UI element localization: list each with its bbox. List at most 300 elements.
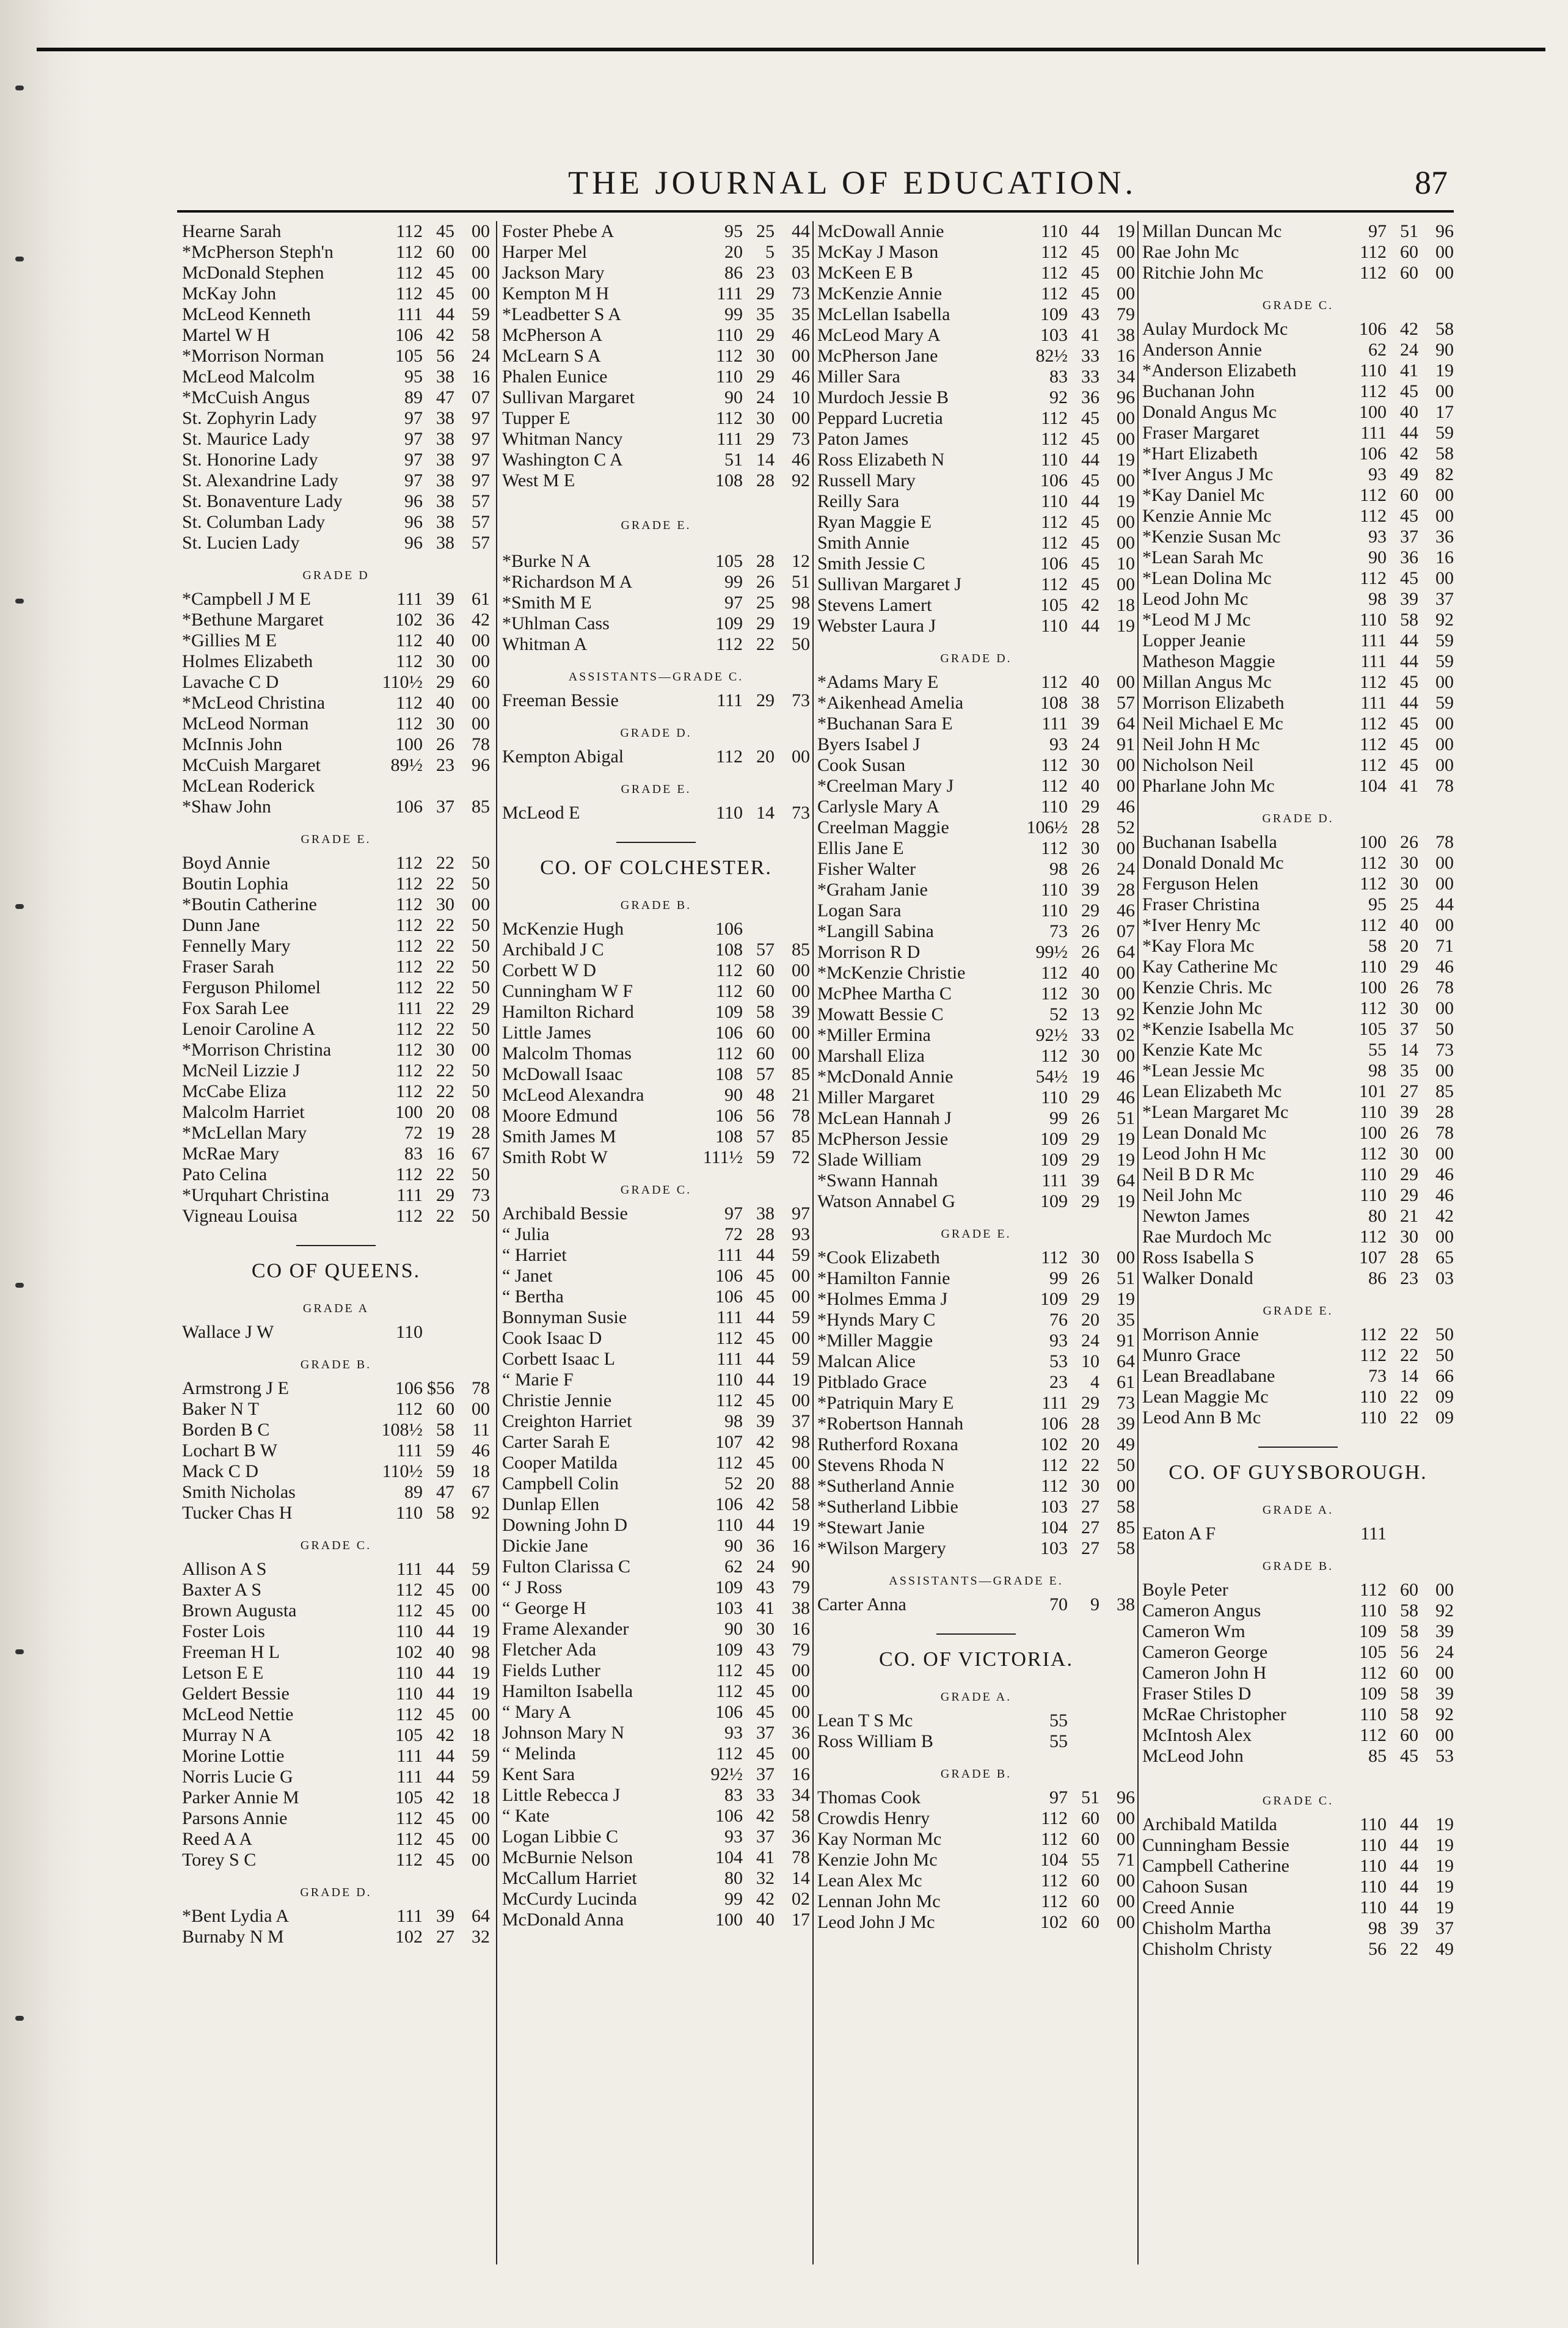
grant-dollars: 45 bbox=[436, 1829, 454, 1849]
teacher-name: Cameron Angus bbox=[1142, 1600, 1261, 1621]
grant-dollars: 33 bbox=[756, 1785, 775, 1805]
teacher-row bbox=[817, 1850, 1135, 1870]
teacher-name: *Boutin Catherine bbox=[182, 894, 317, 914]
text-column-4 bbox=[1142, 221, 1454, 2264]
teacher-row bbox=[1142, 360, 1454, 381]
grant-cents: 00 bbox=[1117, 1476, 1135, 1496]
teacher-row bbox=[502, 1126, 810, 1147]
teacher-row bbox=[182, 734, 490, 755]
days-taught: 110 bbox=[1041, 450, 1068, 470]
days-taught: 97 bbox=[724, 1203, 743, 1224]
teacher-name: Paton James bbox=[817, 429, 909, 449]
teacher-row bbox=[182, 221, 490, 242]
grant-cents: 92 bbox=[1435, 1704, 1454, 1724]
teacher-name: Freeman H L bbox=[182, 1642, 280, 1662]
days-taught: 73 bbox=[1049, 921, 1068, 941]
grant-dollars: 22 bbox=[756, 634, 775, 654]
teacher-name: Cameron George bbox=[1142, 1642, 1268, 1662]
teacher-row bbox=[1142, 1856, 1454, 1877]
grade-heading: GRADE B. bbox=[940, 1767, 1012, 1781]
grade-heading: GRADE C. bbox=[1262, 299, 1334, 312]
grant-cents bbox=[1099, 1731, 1135, 1752]
days-taught: 112 bbox=[1041, 1247, 1068, 1268]
grant-cents: 18 bbox=[472, 1461, 490, 1481]
teacher-name: *Lean Jessie Mc bbox=[1142, 1060, 1264, 1081]
grant-dollars: 29 bbox=[1081, 1150, 1099, 1170]
teacher-row bbox=[502, 242, 810, 263]
days-taught: 102 bbox=[395, 610, 423, 630]
grant-dollars: 40 bbox=[436, 693, 454, 713]
grant-dollars: 29 bbox=[756, 613, 775, 633]
teacher-row bbox=[817, 1247, 1135, 1268]
county-heading: CO. OF VICTORIA. bbox=[879, 1648, 1073, 1671]
teacher-name: McLeod Alexandra bbox=[502, 1085, 644, 1105]
grant-cents: 53 bbox=[1435, 1746, 1454, 1766]
teacher-name: *Morrison Christina bbox=[182, 1040, 332, 1060]
grant-cents: 67 bbox=[472, 1482, 490, 1502]
teacher-row bbox=[502, 1064, 810, 1085]
grant-dollars: 26 bbox=[1081, 1268, 1099, 1288]
grant-dollars: 43 bbox=[756, 1577, 775, 1597]
grant-dollars: 39 bbox=[1400, 589, 1418, 609]
days-taught: 106 bbox=[395, 1378, 423, 1398]
teacher-row bbox=[502, 1043, 810, 1064]
days-taught: 112 bbox=[716, 346, 743, 366]
teacher-row bbox=[817, 1594, 1135, 1615]
teacher-row bbox=[182, 651, 490, 672]
teacher-row bbox=[1142, 1345, 1454, 1366]
days-taught: 111 bbox=[717, 283, 743, 304]
grant-cents: 00 bbox=[1435, 568, 1454, 588]
teacher-row bbox=[502, 1577, 810, 1598]
grant-dollars: 22 bbox=[436, 957, 454, 977]
teacher-name: Little Rebecca J bbox=[502, 1785, 621, 1805]
grant-cents: 00 bbox=[1117, 838, 1135, 858]
grant-dollars: 30 bbox=[1400, 853, 1418, 873]
grant-cents: 00 bbox=[1435, 672, 1454, 692]
teacher-row bbox=[817, 672, 1135, 693]
teacher-name: McLearn S A bbox=[502, 346, 601, 366]
days-taught: 109 bbox=[1359, 1684, 1387, 1704]
grant-dollars: 41 bbox=[1400, 776, 1418, 796]
grant-dollars: 29 bbox=[756, 429, 775, 449]
grant-dollars: 26 bbox=[1081, 921, 1099, 941]
days-taught: 52 bbox=[1049, 1004, 1068, 1024]
teacher-name: Cahoon Susan bbox=[1142, 1877, 1248, 1897]
grant-dollars: 30 bbox=[1081, 755, 1099, 775]
grant-cents: 59 bbox=[792, 1349, 810, 1369]
days-taught: 98 bbox=[1368, 1060, 1387, 1081]
grant-dollars: 38 bbox=[436, 470, 454, 491]
teacher-name: *Sutherland Libbie bbox=[817, 1497, 958, 1517]
days-taught: 110 bbox=[1360, 1600, 1387, 1621]
teacher-row bbox=[1142, 1877, 1454, 1897]
teacher-row bbox=[817, 859, 1135, 880]
teacher-row bbox=[182, 1322, 490, 1343]
teacher-name: “ Janet bbox=[502, 1266, 553, 1286]
teacher-row bbox=[817, 1731, 1135, 1752]
grant-cents: 00 bbox=[1117, 283, 1135, 304]
grant-cents: 00 bbox=[1117, 242, 1135, 262]
days-taught: 76 bbox=[1049, 1310, 1068, 1330]
teacher-name: “ Marie F bbox=[502, 1370, 574, 1390]
days-taught: 112 bbox=[716, 1681, 743, 1701]
teacher-name: Ross William B bbox=[817, 1731, 933, 1751]
teacher-row bbox=[817, 553, 1135, 574]
days-taught: 106 bbox=[715, 1702, 743, 1722]
teacher-name: Chisholm Christy bbox=[1142, 1939, 1272, 1959]
teacher-row bbox=[817, 616, 1135, 637]
teacher-row bbox=[502, 1106, 810, 1126]
days-taught: 111 bbox=[717, 429, 743, 449]
text-column-1 bbox=[182, 221, 490, 2264]
teacher-row bbox=[1142, 936, 1454, 957]
days-taught: 104 bbox=[715, 1847, 743, 1867]
grant-dollars: 58 bbox=[1400, 1684, 1418, 1704]
grant-cents: 00 bbox=[472, 1829, 490, 1849]
grant-cents: 17 bbox=[792, 1910, 810, 1930]
grant-dollars: 20 bbox=[756, 746, 775, 767]
teacher-name: Cooper Matilda bbox=[502, 1453, 618, 1473]
teacher-row bbox=[817, 367, 1135, 387]
grant-dollars: 45 bbox=[436, 283, 454, 304]
teacher-name: Millan Duncan Mc bbox=[1142, 221, 1282, 241]
teacher-name: McInnis John bbox=[182, 734, 283, 754]
days-taught: 107 bbox=[715, 1432, 743, 1452]
teacher-name: Washington C A bbox=[502, 450, 623, 470]
days-taught: 111 bbox=[396, 1440, 423, 1461]
grant-cents: 91 bbox=[1117, 1330, 1135, 1351]
teacher-row bbox=[817, 1393, 1135, 1414]
teacher-name: *Richardson M A bbox=[502, 572, 633, 592]
teacher-name: McPherson A bbox=[502, 325, 603, 345]
grant-cents: 71 bbox=[1117, 1850, 1135, 1870]
days-taught: 112 bbox=[396, 1206, 423, 1226]
grant-dollars: 38 bbox=[436, 491, 454, 511]
grant-dollars: 22 bbox=[436, 853, 454, 873]
days-taught: 100 bbox=[395, 1102, 423, 1122]
grant-dollars: 44 bbox=[436, 1684, 454, 1704]
days-taught: 111 bbox=[396, 589, 423, 609]
teacher-row bbox=[502, 1147, 810, 1168]
grant-cents: 64 bbox=[1117, 713, 1135, 734]
days-taught: 111 bbox=[1360, 1523, 1387, 1544]
teacher-name: Creelman Maggie bbox=[817, 817, 949, 837]
grant-dollars: 47 bbox=[436, 1482, 454, 1502]
grant-dollars: 30 bbox=[436, 894, 454, 914]
teacher-row bbox=[182, 1621, 490, 1642]
grant-cents: 78 bbox=[472, 734, 490, 754]
grant-dollars: 44 bbox=[1081, 491, 1099, 511]
teacher-name: Ellis Jane E bbox=[817, 838, 904, 858]
grant-dollars: 42 bbox=[1081, 595, 1099, 615]
teacher-name: McRae Mary bbox=[182, 1144, 280, 1164]
grant-dollars: 25 bbox=[1400, 894, 1418, 914]
days-taught: 112 bbox=[1360, 1663, 1387, 1683]
days-taught: 111 bbox=[396, 1559, 423, 1579]
teacher-name: Matheson Maggie bbox=[1142, 651, 1275, 671]
grant-cents: 44 bbox=[792, 221, 810, 241]
grant-cents: 92 bbox=[1435, 610, 1454, 630]
days-taught: 112 bbox=[396, 1040, 423, 1060]
grant-cents: 46 bbox=[1435, 957, 1454, 977]
grade-heading: GRADE C. bbox=[1262, 1794, 1334, 1808]
teacher-name: *Lean Dolina Mc bbox=[1142, 568, 1272, 588]
grant-cents: 78 bbox=[1435, 1123, 1454, 1143]
grant-dollars: 22 bbox=[1400, 1407, 1418, 1428]
teacher-row bbox=[817, 1150, 1135, 1170]
teacher-row bbox=[1142, 776, 1454, 797]
days-taught: 110 bbox=[1360, 1407, 1387, 1428]
grant-cents: 16 bbox=[472, 367, 490, 387]
teacher-row bbox=[1142, 1081, 1454, 1102]
grant-cents: 79 bbox=[792, 1640, 810, 1660]
grant-cents: 97 bbox=[792, 1203, 810, 1224]
grant-cents: 00 bbox=[1435, 915, 1454, 935]
grant-dollars: 29 bbox=[1081, 1393, 1099, 1413]
teacher-row bbox=[1142, 1247, 1454, 1268]
days-taught: 110 bbox=[716, 367, 743, 387]
text-column-3 bbox=[817, 221, 1135, 2264]
teacher-row bbox=[817, 1434, 1135, 1455]
spacer bbox=[1142, 1767, 1454, 1779]
teacher-row bbox=[502, 613, 810, 634]
grant-dollars bbox=[423, 776, 454, 797]
grant-dollars: 45 bbox=[1081, 533, 1099, 553]
grant-dollars: 22 bbox=[436, 1060, 454, 1081]
grant-cents: 00 bbox=[792, 1681, 810, 1701]
teacher-name: Neil Michael E Mc bbox=[1142, 713, 1283, 734]
teacher-name: Stevens Rhoda N bbox=[817, 1455, 945, 1475]
days-taught: 104 bbox=[1040, 1850, 1068, 1870]
days-taught: 105 bbox=[1359, 1019, 1387, 1039]
grant-cents: 78 bbox=[472, 1378, 490, 1398]
grant-cents: 90 bbox=[792, 1556, 810, 1577]
header-rule bbox=[177, 210, 1454, 213]
grant-dollars: 38 bbox=[756, 1203, 775, 1224]
teacher-row bbox=[182, 1482, 490, 1503]
grant-cents: 59 bbox=[792, 1245, 810, 1265]
grant-cents: 00 bbox=[1117, 1829, 1135, 1849]
grade-heading: GRADE B. bbox=[1262, 1560, 1334, 1573]
grant-cents: 00 bbox=[1117, 1912, 1135, 1932]
teacher-name: Archibald J C bbox=[502, 940, 604, 960]
teacher-row bbox=[817, 1268, 1135, 1289]
grant-dollars: 26 bbox=[1081, 942, 1099, 962]
days-taught: 100 bbox=[395, 734, 423, 754]
days-taught: 112 bbox=[1041, 429, 1068, 449]
teacher-row bbox=[817, 1289, 1135, 1310]
grant-dollars bbox=[743, 919, 775, 940]
teacher-row bbox=[1142, 693, 1454, 713]
teacher-name: Frame Alexander bbox=[502, 1619, 629, 1639]
grant-dollars: 60 bbox=[436, 242, 454, 262]
grant-dollars: 40 bbox=[1400, 402, 1418, 422]
teacher-name: Smith Jessie C bbox=[817, 553, 925, 574]
grant-cents bbox=[775, 919, 810, 940]
grant-dollars: 56 bbox=[1400, 1642, 1418, 1662]
grant-dollars: 44 bbox=[436, 1767, 454, 1787]
grant-cents: 51 bbox=[792, 572, 810, 592]
grant-cents: 36 bbox=[792, 1723, 810, 1743]
teacher-name: *Hamilton Fannie bbox=[817, 1268, 950, 1288]
teacher-name: *Bent Lydia A bbox=[182, 1906, 289, 1926]
teacher-row bbox=[502, 1307, 810, 1328]
days-taught: 109 bbox=[715, 1577, 743, 1597]
teacher-row bbox=[182, 470, 490, 491]
days-taught: 97 bbox=[1368, 221, 1387, 241]
days-taught: 112 bbox=[716, 981, 743, 1001]
teacher-row bbox=[817, 963, 1135, 983]
grant-dollars: 47 bbox=[436, 387, 454, 407]
teacher-name: *McDonald Annie bbox=[817, 1067, 954, 1087]
teacher-name: McCallum Harriet bbox=[502, 1868, 637, 1888]
teacher-row bbox=[1142, 547, 1454, 568]
days-taught: 83 bbox=[1049, 367, 1068, 387]
teacher-name: “ J Ross bbox=[502, 1577, 563, 1597]
grant-cents: 00 bbox=[1435, 998, 1454, 1018]
spacer bbox=[502, 539, 810, 551]
grant-cents: 91 bbox=[1117, 734, 1135, 754]
teacher-name: Malcolm Thomas bbox=[502, 1043, 632, 1064]
teacher-row bbox=[817, 1476, 1135, 1497]
days-taught: 111 bbox=[396, 998, 423, 1018]
teacher-row bbox=[182, 1185, 490, 1206]
teacher-name: Kenzie Chris. Mc bbox=[1142, 977, 1272, 998]
teacher-name: *Holmes Emma J bbox=[817, 1289, 948, 1309]
grant-dollars: 57 bbox=[756, 1126, 775, 1147]
grant-cents: 00 bbox=[472, 713, 490, 734]
teacher-row bbox=[182, 429, 490, 450]
grant-cents: 00 bbox=[1435, 1725, 1454, 1745]
column-divider bbox=[812, 221, 814, 2264]
grant-dollars: 14 bbox=[1400, 1040, 1418, 1060]
grant-dollars: 23 bbox=[436, 755, 454, 775]
teacher-name: Chisholm Martha bbox=[1142, 1918, 1271, 1938]
days-taught: 80 bbox=[724, 1868, 743, 1888]
teacher-row bbox=[1142, 443, 1454, 464]
teacher-name: Morrison Elizabeth bbox=[1142, 693, 1285, 713]
grant-dollars: 20 bbox=[436, 1102, 454, 1122]
grant-dollars: 42 bbox=[436, 1787, 454, 1808]
teacher-name: Kenzie John Mc bbox=[1142, 998, 1263, 1018]
teacher-name: Lennan John Mc bbox=[817, 1891, 941, 1911]
days-taught: 106 bbox=[715, 1106, 743, 1126]
teacher-name: Rutherford Roxana bbox=[817, 1434, 958, 1454]
teacher-name: *Hart Elizabeth bbox=[1142, 443, 1258, 464]
teacher-row bbox=[502, 1370, 810, 1390]
days-taught: 111 bbox=[396, 1767, 423, 1787]
grant-cents: 00 bbox=[1117, 470, 1135, 491]
grant-dollars: 45 bbox=[1081, 470, 1099, 491]
teacher-name: Bonnyman Susie bbox=[502, 1307, 627, 1327]
teacher-row bbox=[182, 1746, 490, 1767]
grant-dollars: 60 bbox=[1400, 263, 1418, 283]
teacher-name: Leod Ann B Mc bbox=[1142, 1407, 1261, 1428]
teacher-row bbox=[817, 408, 1135, 429]
days-taught: 112 bbox=[396, 1829, 423, 1849]
teacher-row bbox=[502, 1826, 810, 1847]
grant-cents: 19 bbox=[472, 1684, 490, 1704]
grant-cents: 14 bbox=[792, 1868, 810, 1888]
grant-cents: 00 bbox=[1435, 734, 1454, 754]
teacher-row bbox=[502, 1556, 810, 1577]
teacher-row bbox=[182, 797, 490, 817]
teacher-name: Ross Isabella S bbox=[1142, 1247, 1255, 1268]
grant-cents: 16 bbox=[792, 1619, 810, 1639]
days-taught: 110 bbox=[1360, 1877, 1387, 1897]
days-taught: 97 bbox=[404, 429, 423, 449]
teacher-name: *McPherson Steph'n bbox=[182, 242, 334, 262]
teacher-name: McKay J Mason bbox=[817, 242, 939, 262]
teacher-row bbox=[1142, 1897, 1454, 1918]
days-taught: 109 bbox=[1040, 1129, 1068, 1149]
days-taught: 112 bbox=[1041, 838, 1068, 858]
grant-cents: 46 bbox=[1117, 900, 1135, 921]
days-taught: 97 bbox=[404, 408, 423, 428]
days-taught: 73 bbox=[1368, 1366, 1387, 1386]
teacher-row bbox=[502, 1619, 810, 1640]
teacher-row bbox=[502, 1743, 810, 1764]
grant-cents: 61 bbox=[472, 589, 490, 609]
days-taught: 102 bbox=[395, 1642, 423, 1662]
teacher-row bbox=[817, 221, 1135, 242]
grant-dollars: 40 bbox=[1400, 915, 1418, 935]
teacher-row bbox=[182, 1906, 490, 1927]
days-taught: 112 bbox=[1041, 963, 1068, 983]
teacher-row bbox=[502, 981, 810, 1002]
days-taught: 112 bbox=[716, 1660, 743, 1680]
days-taught: 106 bbox=[715, 919, 743, 939]
teacher-row bbox=[817, 1538, 1135, 1559]
teacher-row bbox=[1142, 506, 1454, 527]
teacher-row bbox=[502, 960, 810, 981]
grant-dollars: 30 bbox=[1400, 998, 1418, 1018]
teacher-name: St. Maurice Lady bbox=[182, 429, 310, 449]
grant-cents: 00 bbox=[472, 1850, 490, 1870]
grant-dollars: 40 bbox=[436, 1642, 454, 1662]
teacher-name: *Miller Ermina bbox=[817, 1025, 931, 1045]
teacher-name: Byers Isabel J bbox=[817, 734, 921, 754]
grant-dollars: 26 bbox=[1081, 1108, 1099, 1128]
days-taught: 110 bbox=[1041, 616, 1068, 636]
grant-dollars: 45 bbox=[756, 1660, 775, 1680]
grant-cents: 00 bbox=[1435, 713, 1454, 734]
grant-cents: 78 bbox=[792, 1847, 810, 1867]
days-taught: 112 bbox=[1360, 998, 1387, 1018]
teacher-name: Martel W H bbox=[182, 325, 270, 345]
teacher-row bbox=[182, 512, 490, 533]
grant-cents: 59 bbox=[1435, 423, 1454, 443]
teacher-row bbox=[1142, 1918, 1454, 1939]
grant-dollars: 42 bbox=[1400, 319, 1418, 339]
teacher-name: McDonald Stephen bbox=[182, 263, 324, 283]
days-taught: 112 bbox=[1041, 533, 1068, 553]
grant-cents: 00 bbox=[472, 1808, 490, 1828]
grant-cents: 50 bbox=[472, 977, 490, 998]
grant-cents: 18 bbox=[472, 1787, 490, 1808]
teacher-name: McKay John bbox=[182, 283, 277, 304]
days-taught: 93 bbox=[1049, 1330, 1068, 1351]
days-taught: 112 bbox=[396, 874, 423, 894]
grant-dollars: 51 bbox=[1400, 221, 1418, 241]
days-taught: 86 bbox=[724, 263, 743, 283]
grant-cents: 00 bbox=[1435, 1663, 1454, 1683]
days-taught: 112 bbox=[1041, 242, 1068, 262]
grant-cents: 88 bbox=[792, 1473, 810, 1494]
grant-dollars: 44 bbox=[1400, 651, 1418, 671]
teacher-name: Holmes Elizabeth bbox=[182, 651, 313, 671]
